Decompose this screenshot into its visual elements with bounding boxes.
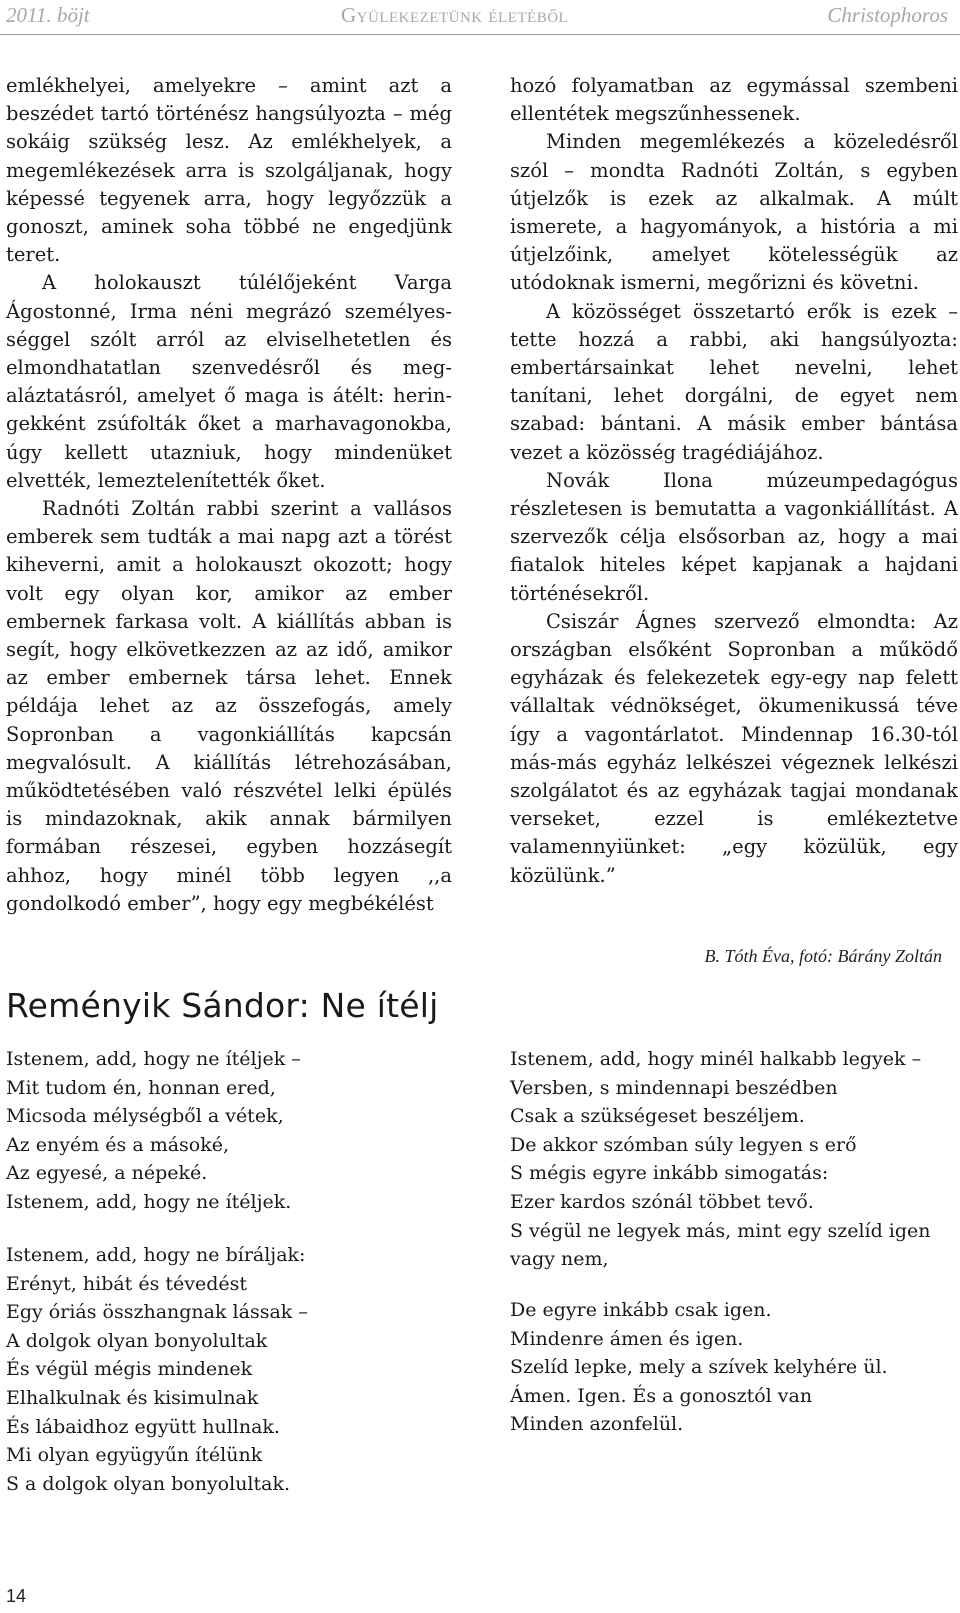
article-paragraph: Minden megemlékezés a közeledésről szól – mondta Radnóti Zoltán, s egyben útjelzők is ezek az alkalmak. A múlt ismerete, a hagyományok, a história a mi útjelzőink, amelyet kötelességük az utódoknak ismerni, megőrizni és követni. bbox=[510, 130, 958, 295]
poem-line: Istenem, add, hogy minél halkabb legyek – bbox=[510, 1048, 922, 1070]
poem-line: Erényt, hibát és tévedést bbox=[6, 1272, 248, 1295]
poem-line: S a dolgok olyan bonyolultak. bbox=[6, 1472, 291, 1495]
poem-line: Istenem, add, hogy ne ítéljek – bbox=[6, 1048, 301, 1070]
poem-line: És végül mégis mindenek bbox=[6, 1358, 253, 1381]
poem-stanza-3 bbox=[510, 1045, 960, 1274]
poem-line: Versben, s mindennapi beszédben bbox=[510, 1076, 838, 1099]
article-paragraph: A holokauszt túlélőjeként Varga Ágostonné, Irma néni megrázó személyességgel szólt arról az elviselhetetlen és elmondhatatlan szenvedésről és megaláztatásról, amelyet ő maga is átélt: heringekként zsúfolták őket a marhavagonokba, úgy kellett utazniuk, hogy mindenüket elvették, lemeztelenítették őket. bbox=[6, 271, 452, 492]
article-paragraph: Radnóti Zoltán rabbi szerint a vallásos emberek sem tudták a mai napg azt a törést kiheverni, amit a holokauszt okozott; hogy volt egy olyan kor, amikor az ember embernek farkasa volt. A kiállítás abban is segít, hogy elkövetkezzen az az idő, amikor az ember embernek társa lehet. Ennek példája lehet az az összefogás, amely Sopronban a vagonkiállítás kapcsán megvalósult. A kiállítás létrehozásában, működtetésében való részvétel lelki épülés is mindazoknak, akik annak bármilyen formában részesei, egyben hozzásegít ahhoz, hogy minél több legyen ,,a gondolkodó ember”, hogy egy megbékélést bbox=[6, 497, 452, 915]
poem-line: És lábaidhoz együtt hullnak. bbox=[6, 1415, 280, 1438]
poem-title: Reményik Sándor: Ne ítélj bbox=[6, 986, 439, 1025]
poem-line: Istenem, add, hogy ne ítéljek. bbox=[6, 1190, 292, 1213]
poem-line: Micsoda mélységből a vétek, bbox=[6, 1105, 284, 1128]
article-paragraph: Csiszár Ágnes szervező elmondta: Az országban elsőként Sopronban a működő egyházak és felekezetek egy-egy nap felett vállaltak védnökséget, ökumenikussá téve így a vagontárlatot. Mindennap 16.30-tól más-más egyház lelkészei végeznek lelkészi szolgálatot és az egyházak tagjai mondanak verseket, ezzel is emlékeztetve valamennyiünket: „egy közülük, egy közülünk.” bbox=[510, 609, 958, 887]
poem-line: Ámen. Igen. És a gonosztól van bbox=[510, 1384, 813, 1407]
poem-line: Mindenre ámen és igen. bbox=[510, 1327, 744, 1350]
poem-line: Mi olyan együgyűn ítélünk bbox=[6, 1444, 263, 1467]
poem-line: Csak a szükségeset beszéljem. bbox=[510, 1105, 805, 1128]
article-paragraph: hozó folyamatban az egymással szembeni ellentétek megszűnhessenek. bbox=[510, 74, 958, 126]
article-column-left bbox=[6, 72, 452, 918]
article-paragraph: Novák Ilona múzeumpedagógus részletesen is bemutatta a vagonkiállítást. A szervezők célja elsősorban az, hogy a mai fiatalok hiteles képet kapjanak a hajdani történésekről. bbox=[510, 468, 958, 605]
issue-label: 2011. böjt bbox=[6, 3, 90, 27]
poem-line: De akkor szómban súly legyen s erő bbox=[510, 1133, 857, 1156]
article-column-right bbox=[510, 72, 958, 890]
page-number: 14 bbox=[6, 1586, 27, 1606]
poem-line: A dolgok olyan bonyolultak bbox=[6, 1329, 268, 1352]
poem-stanza-2 bbox=[6, 1241, 308, 1498]
poem-line: Az egyesé, a népeké. bbox=[6, 1162, 208, 1185]
poem-line: Az enyém és a másoké, bbox=[6, 1133, 230, 1156]
article-paragraph: emlékhelyei, amelyekre – amint azt a beszédet tartó történész hangsúlyozta – még sokáig szükség lesz. Az emlékhelyek, a megemlékezések arra is szolgáljanak, hogy képessé tegyenek arra, hogy legyőzzük a gonoszt, aminek soha többé ne engedjünk teret. bbox=[6, 74, 452, 267]
poem-stanza-4 bbox=[510, 1296, 888, 1439]
poem-line: Elhalkulnak és kisimulnak bbox=[6, 1386, 259, 1409]
poem-line: De egyre inkább csak igen. bbox=[510, 1299, 772, 1321]
section-title: Gyülekezetünk életéből bbox=[341, 3, 569, 27]
poem-line: Ezer kardos szónál többet tevő. bbox=[510, 1190, 814, 1213]
publication-title: Christophoros bbox=[827, 3, 948, 27]
poem-line: Egy óriás összhangnak lássak – bbox=[6, 1301, 308, 1324]
poem-line: Szelíd lepke, mely a szívek kelyhére ül. bbox=[510, 1356, 888, 1379]
poem-stanza-1 bbox=[6, 1045, 301, 1217]
poem-line: Istenem, add, hogy ne bíráljak: bbox=[6, 1244, 306, 1266]
article-signature: B. Tóth Éva, fotó: Bárány Zoltán bbox=[704, 946, 942, 966]
article-paragraph: A közösséget összetartó erők is ezek – tette hozzá a rabbi, aki hangsúlyozta: embertársainkat lehet nevelni, lehet tanítani, lehet dorgálni, de egyet nem szabad: bántani. A másik ember bántása vezet a közösség tragédiájához. bbox=[510, 299, 958, 464]
poem-line: Mit tudom én, honnan ered, bbox=[6, 1076, 276, 1099]
poem-line: S végül ne legyek más, mint egy szelíd igen vagy nem, bbox=[510, 1219, 931, 1271]
poem-line: S mégis egyre inkább simogatás: bbox=[510, 1162, 829, 1185]
running-header bbox=[0, 0, 960, 35]
poem-line: Minden azonfelül. bbox=[510, 1413, 684, 1436]
